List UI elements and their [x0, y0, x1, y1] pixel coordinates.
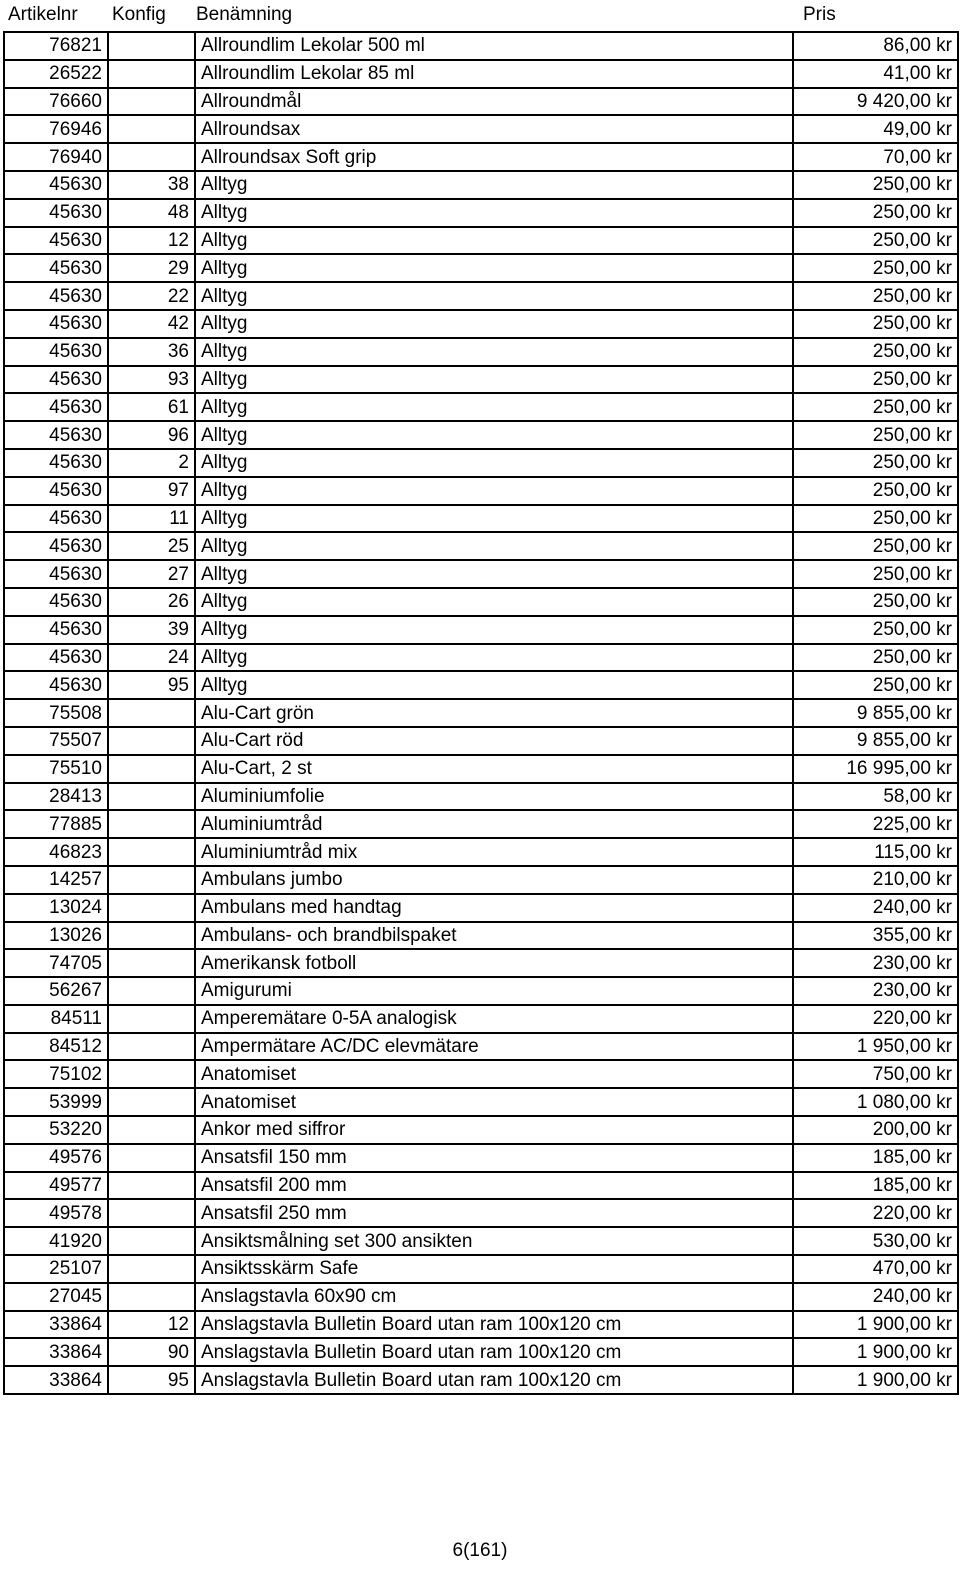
benamning-cell: Alltyg: [195, 644, 793, 672]
konfig-cell: [108, 1116, 195, 1144]
benamning-cell: Ansatsfil 200 mm: [195, 1172, 793, 1200]
konfig-cell: [108, 115, 195, 143]
table-row: [4, 1060, 958, 1088]
table-row: [4, 254, 958, 282]
table-row: [4, 505, 958, 533]
benamning-cell: Ankor med siffror: [195, 1116, 793, 1144]
pris-cell: 230,00 kr: [793, 949, 958, 977]
pris-cell: 250,00 kr: [793, 254, 958, 282]
artikelnr-cell: 33864: [4, 1366, 108, 1394]
benamning-cell: Alltyg: [195, 282, 793, 310]
table-row: [4, 143, 958, 171]
benamning-cell: Amerikansk fotboll: [195, 949, 793, 977]
pris-cell: 250,00 kr: [793, 310, 958, 338]
konfig-cell: 38: [108, 171, 195, 199]
table-row: [4, 227, 958, 255]
pris-cell: 70,00 kr: [793, 143, 958, 171]
konfig-cell: [108, 60, 195, 88]
artikelnr-cell: 45630: [4, 254, 108, 282]
pris-cell: 16 995,00 kr: [793, 755, 958, 783]
konfig-cell: 12: [108, 227, 195, 255]
pris-cell: 1 900,00 kr: [793, 1366, 958, 1394]
table-row: [4, 783, 958, 811]
konfig-cell: [108, 1199, 195, 1227]
table-row: [4, 199, 958, 227]
table-row: [4, 699, 958, 727]
konfig-cell: 61: [108, 393, 195, 421]
pris-cell: 750,00 kr: [793, 1060, 958, 1088]
benamning-cell: Anslagstavla Bulletin Board utan ram 100x120 cm: [195, 1311, 793, 1339]
pris-cell: 200,00 kr: [793, 1116, 958, 1144]
table-row: [4, 1144, 958, 1172]
benamning-cell: Alltyg: [195, 338, 793, 366]
artikelnr-cell: 45630: [4, 338, 108, 366]
artikelnr-cell: 76660: [4, 88, 108, 116]
artikelnr-cell: 25107: [4, 1255, 108, 1283]
artikelnr-cell: 45630: [4, 227, 108, 255]
konfig-cell: [108, 1283, 195, 1311]
konfig-cell: 26: [108, 588, 195, 616]
artikelnr-cell: 53220: [4, 1116, 108, 1144]
benamning-cell: Alltyg: [195, 616, 793, 644]
konfig-cell: [108, 88, 195, 116]
pris-cell: 185,00 kr: [793, 1144, 958, 1172]
artikelnr-cell: 45630: [4, 310, 108, 338]
pris-cell: 250,00 kr: [793, 227, 958, 255]
table-row: [4, 171, 958, 199]
pris-cell: 1 900,00 kr: [793, 1311, 958, 1339]
konfig-cell: [108, 143, 195, 171]
table-row: [4, 1033, 958, 1061]
benamning-cell: Alu-Cart, 2 st: [195, 755, 793, 783]
benamning-cell: Alltyg: [195, 671, 793, 699]
artikelnr-cell: 45630: [4, 532, 108, 560]
table-row: [4, 866, 958, 894]
benamning-cell: Alltyg: [195, 366, 793, 394]
table-row: [4, 1255, 958, 1283]
konfig-cell: [108, 838, 195, 866]
pris-cell: 1 080,00 kr: [793, 1088, 958, 1116]
konfig-cell: 39: [108, 616, 195, 644]
konfig-cell: 27: [108, 560, 195, 588]
table-row: [4, 1283, 958, 1311]
pris-cell: 220,00 kr: [793, 1199, 958, 1227]
pris-cell: 470,00 kr: [793, 1255, 958, 1283]
konfig-cell: 2: [108, 449, 195, 477]
artikelnr-cell: 75508: [4, 699, 108, 727]
pris-cell: 49,00 kr: [793, 115, 958, 143]
benamning-cell: Alltyg: [195, 505, 793, 533]
pris-cell: 9 420,00 kr: [793, 88, 958, 116]
konfig-cell: 25: [108, 532, 195, 560]
benamning-cell: Anslagstavla Bulletin Board utan ram 100x120 cm: [195, 1366, 793, 1394]
artikelnr-cell: 45630: [4, 366, 108, 394]
benamning-cell: Alltyg: [195, 227, 793, 255]
benamning-cell: Ambulans med handtag: [195, 894, 793, 922]
benamning-cell: Alu-Cart röd: [195, 727, 793, 755]
konfig-cell: 29: [108, 254, 195, 282]
benamning-cell: Alltyg: [195, 477, 793, 505]
header-benamning: Benämning: [196, 4, 293, 25]
table-row: [4, 977, 958, 1005]
pris-cell: 250,00 kr: [793, 338, 958, 366]
benamning-cell: Allroundsax Soft grip: [195, 143, 793, 171]
benamning-cell: Ambulans- och brandbilspaket: [195, 922, 793, 950]
artikelnr-cell: 45630: [4, 644, 108, 672]
artikelnr-cell: 45630: [4, 282, 108, 310]
artikelnr-cell: 75510: [4, 755, 108, 783]
pris-cell: 250,00 kr: [793, 282, 958, 310]
table-row: [4, 366, 958, 394]
artikelnr-cell: 26522: [4, 60, 108, 88]
artikelnr-cell: 41920: [4, 1227, 108, 1255]
pris-cell: 9 855,00 kr: [793, 727, 958, 755]
benamning-cell: Amigurumi: [195, 977, 793, 1005]
pris-cell: 250,00 kr: [793, 616, 958, 644]
benamning-cell: Alu-Cart grön: [195, 699, 793, 727]
pris-cell: 86,00 kr: [793, 32, 958, 60]
pris-cell: 210,00 kr: [793, 866, 958, 894]
benamning-cell: Aluminiumtråd mix: [195, 838, 793, 866]
artikelnr-cell: 53999: [4, 1088, 108, 1116]
pris-cell: 530,00 kr: [793, 1227, 958, 1255]
benamning-cell: Amperemätare 0-5A analogisk: [195, 1005, 793, 1033]
konfig-cell: [108, 32, 195, 60]
benamning-cell: Anslagstavla 60x90 cm: [195, 1283, 793, 1311]
table-row: [4, 588, 958, 616]
konfig-cell: [108, 1144, 195, 1172]
artikelnr-cell: 76821: [4, 32, 108, 60]
konfig-cell: 93: [108, 366, 195, 394]
pris-cell: 250,00 kr: [793, 532, 958, 560]
konfig-cell: 12: [108, 1311, 195, 1339]
artikelnr-cell: 75102: [4, 1060, 108, 1088]
table-row: [4, 32, 958, 60]
benamning-cell: Ansiktsmålning set 300 ansikten: [195, 1227, 793, 1255]
konfig-cell: [108, 922, 195, 950]
artikelnr-cell: 49578: [4, 1199, 108, 1227]
artikelnr-cell: 45630: [4, 171, 108, 199]
table-row: [4, 922, 958, 950]
artikelnr-cell: 84512: [4, 1033, 108, 1061]
konfig-cell: 95: [108, 1366, 195, 1394]
pris-cell: 250,00 kr: [793, 421, 958, 449]
table-row: [4, 671, 958, 699]
pris-cell: 250,00 kr: [793, 588, 958, 616]
artikelnr-cell: 33864: [4, 1338, 108, 1366]
konfig-cell: [108, 783, 195, 811]
artikelnr-cell: 56267: [4, 977, 108, 1005]
table-row: [4, 755, 958, 783]
benamning-cell: Aluminiumtråd: [195, 810, 793, 838]
benamning-cell: Alltyg: [195, 199, 793, 227]
pris-cell: 58,00 kr: [793, 783, 958, 811]
konfig-cell: [108, 894, 195, 922]
table-row: [4, 449, 958, 477]
konfig-cell: [108, 866, 195, 894]
table-row: [4, 1172, 958, 1200]
pris-cell: 41,00 kr: [793, 60, 958, 88]
pris-cell: 250,00 kr: [793, 644, 958, 672]
konfig-cell: [108, 1060, 195, 1088]
artikelnr-cell: 45630: [4, 560, 108, 588]
pris-cell: 250,00 kr: [793, 366, 958, 394]
artikelnr-cell: 45630: [4, 588, 108, 616]
table-row: [4, 1199, 958, 1227]
benamning-cell: Ansatsfil 250 mm: [195, 1199, 793, 1227]
table-row: [4, 616, 958, 644]
artikelnr-cell: 46823: [4, 838, 108, 866]
pris-cell: 250,00 kr: [793, 505, 958, 533]
table-row: [4, 1088, 958, 1116]
artikelnr-cell: 45630: [4, 505, 108, 533]
pris-cell: 1 900,00 kr: [793, 1338, 958, 1366]
konfig-cell: [108, 810, 195, 838]
pris-cell: 240,00 kr: [793, 1283, 958, 1311]
benamning-cell: Alltyg: [195, 310, 793, 338]
benamning-cell: Aluminiumfolie: [195, 783, 793, 811]
konfig-cell: 95: [108, 671, 195, 699]
konfig-cell: [108, 1033, 195, 1061]
table-row: [4, 338, 958, 366]
konfig-cell: 42: [108, 310, 195, 338]
artikelnr-cell: 45630: [4, 393, 108, 421]
konfig-cell: [108, 1255, 195, 1283]
konfig-cell: [108, 1227, 195, 1255]
konfig-cell: [108, 949, 195, 977]
table-row: [4, 1311, 958, 1339]
artikelnr-cell: 28413: [4, 783, 108, 811]
artikelnr-cell: 49576: [4, 1144, 108, 1172]
table-row: [4, 949, 958, 977]
benamning-cell: Allroundlim Lekolar 500 ml: [195, 32, 793, 60]
benamning-cell: Allroundsax: [195, 115, 793, 143]
benamning-cell: Ansatsfil 150 mm: [195, 1144, 793, 1172]
benamning-cell: Allroundmål: [195, 88, 793, 116]
pris-cell: 220,00 kr: [793, 1005, 958, 1033]
page-number: 6(161): [452, 1540, 508, 1561]
artikelnr-cell: 75507: [4, 727, 108, 755]
pris-cell: 185,00 kr: [793, 1172, 958, 1200]
column-header-row: [0, 0, 960, 31]
pris-cell: 250,00 kr: [793, 393, 958, 421]
benamning-cell: Alltyg: [195, 171, 793, 199]
artikelnr-cell: 33864: [4, 1311, 108, 1339]
table-row: [4, 88, 958, 116]
table-row: [4, 115, 958, 143]
artikelnr-cell: 13024: [4, 894, 108, 922]
table-row: [4, 727, 958, 755]
benamning-cell: Alltyg: [195, 421, 793, 449]
konfig-cell: [108, 1088, 195, 1116]
konfig-cell: 11: [108, 505, 195, 533]
artikelnr-cell: 13026: [4, 922, 108, 950]
table-row: [4, 1338, 958, 1366]
artikelnr-cell: 74705: [4, 949, 108, 977]
benamning-cell: Alltyg: [195, 393, 793, 421]
pris-cell: 250,00 kr: [793, 477, 958, 505]
table-row: [4, 644, 958, 672]
pris-cell: 240,00 kr: [793, 894, 958, 922]
konfig-cell: 90: [108, 1338, 195, 1366]
table-row: [4, 477, 958, 505]
pris-cell: 115,00 kr: [793, 838, 958, 866]
pris-cell: 355,00 kr: [793, 922, 958, 950]
table-row: [4, 393, 958, 421]
header-artikelnr: Artikelnr: [8, 4, 78, 25]
table-row: [4, 282, 958, 310]
benamning-cell: Ambulans jumbo: [195, 866, 793, 894]
benamning-cell: Alltyg: [195, 588, 793, 616]
benamning-cell: Alltyg: [195, 560, 793, 588]
pris-cell: 230,00 kr: [793, 977, 958, 1005]
konfig-cell: [108, 755, 195, 783]
benamning-cell: Allroundlim Lekolar 85 ml: [195, 60, 793, 88]
table-row: [4, 1227, 958, 1255]
konfig-cell: [108, 727, 195, 755]
pris-cell: 250,00 kr: [793, 671, 958, 699]
pris-cell: 250,00 kr: [793, 449, 958, 477]
artikelnr-cell: 45630: [4, 199, 108, 227]
konfig-cell: [108, 1172, 195, 1200]
pris-cell: 250,00 kr: [793, 560, 958, 588]
table-row: [4, 60, 958, 88]
benamning-cell: Alltyg: [195, 254, 793, 282]
konfig-cell: 24: [108, 644, 195, 672]
table-row: [4, 810, 958, 838]
header-pris: Pris: [803, 4, 836, 25]
pris-cell: 250,00 kr: [793, 171, 958, 199]
konfig-cell: 36: [108, 338, 195, 366]
konfig-cell: [108, 699, 195, 727]
pris-cell: 1 950,00 kr: [793, 1033, 958, 1061]
pris-cell: 225,00 kr: [793, 810, 958, 838]
artikelnr-cell: 84511: [4, 1005, 108, 1033]
pris-cell: 9 855,00 kr: [793, 699, 958, 727]
benamning-cell: Anatomiset: [195, 1088, 793, 1116]
benamning-cell: Anatomiset: [195, 1060, 793, 1088]
price-table: [3, 31, 959, 1395]
artikelnr-cell: 77885: [4, 810, 108, 838]
konfig-cell: [108, 1005, 195, 1033]
artikelnr-cell: 45630: [4, 421, 108, 449]
artikelnr-cell: 76940: [4, 143, 108, 171]
table-row: [4, 310, 958, 338]
benamning-cell: Alltyg: [195, 532, 793, 560]
konfig-cell: 97: [108, 477, 195, 505]
price-table-body: [4, 32, 958, 1394]
table-row: [4, 560, 958, 588]
artikelnr-cell: 45630: [4, 671, 108, 699]
table-row: [4, 1005, 958, 1033]
table-row: [4, 838, 958, 866]
table-row: [4, 532, 958, 560]
table-row: [4, 894, 958, 922]
artikelnr-cell: 45630: [4, 616, 108, 644]
header-konfig: Konfig: [112, 4, 166, 25]
konfig-cell: 22: [108, 282, 195, 310]
artikelnr-cell: 27045: [4, 1283, 108, 1311]
benamning-cell: Alltyg: [195, 449, 793, 477]
artikelnr-cell: 45630: [4, 449, 108, 477]
konfig-cell: 96: [108, 421, 195, 449]
benamning-cell: Ampermätare AC/DC elevmätare: [195, 1033, 793, 1061]
konfig-cell: 48: [108, 199, 195, 227]
konfig-cell: [108, 977, 195, 1005]
pris-cell: 250,00 kr: [793, 199, 958, 227]
artikelnr-cell: 49577: [4, 1172, 108, 1200]
table-row: [4, 421, 958, 449]
benamning-cell: Ansiktsskärm Safe: [195, 1255, 793, 1283]
table-row: [4, 1366, 958, 1394]
artikelnr-cell: 76946: [4, 115, 108, 143]
benamning-cell: Anslagstavla Bulletin Board utan ram 100x120 cm: [195, 1338, 793, 1366]
table-row: [4, 1116, 958, 1144]
artikelnr-cell: 14257: [4, 866, 108, 894]
artikelnr-cell: 45630: [4, 477, 108, 505]
